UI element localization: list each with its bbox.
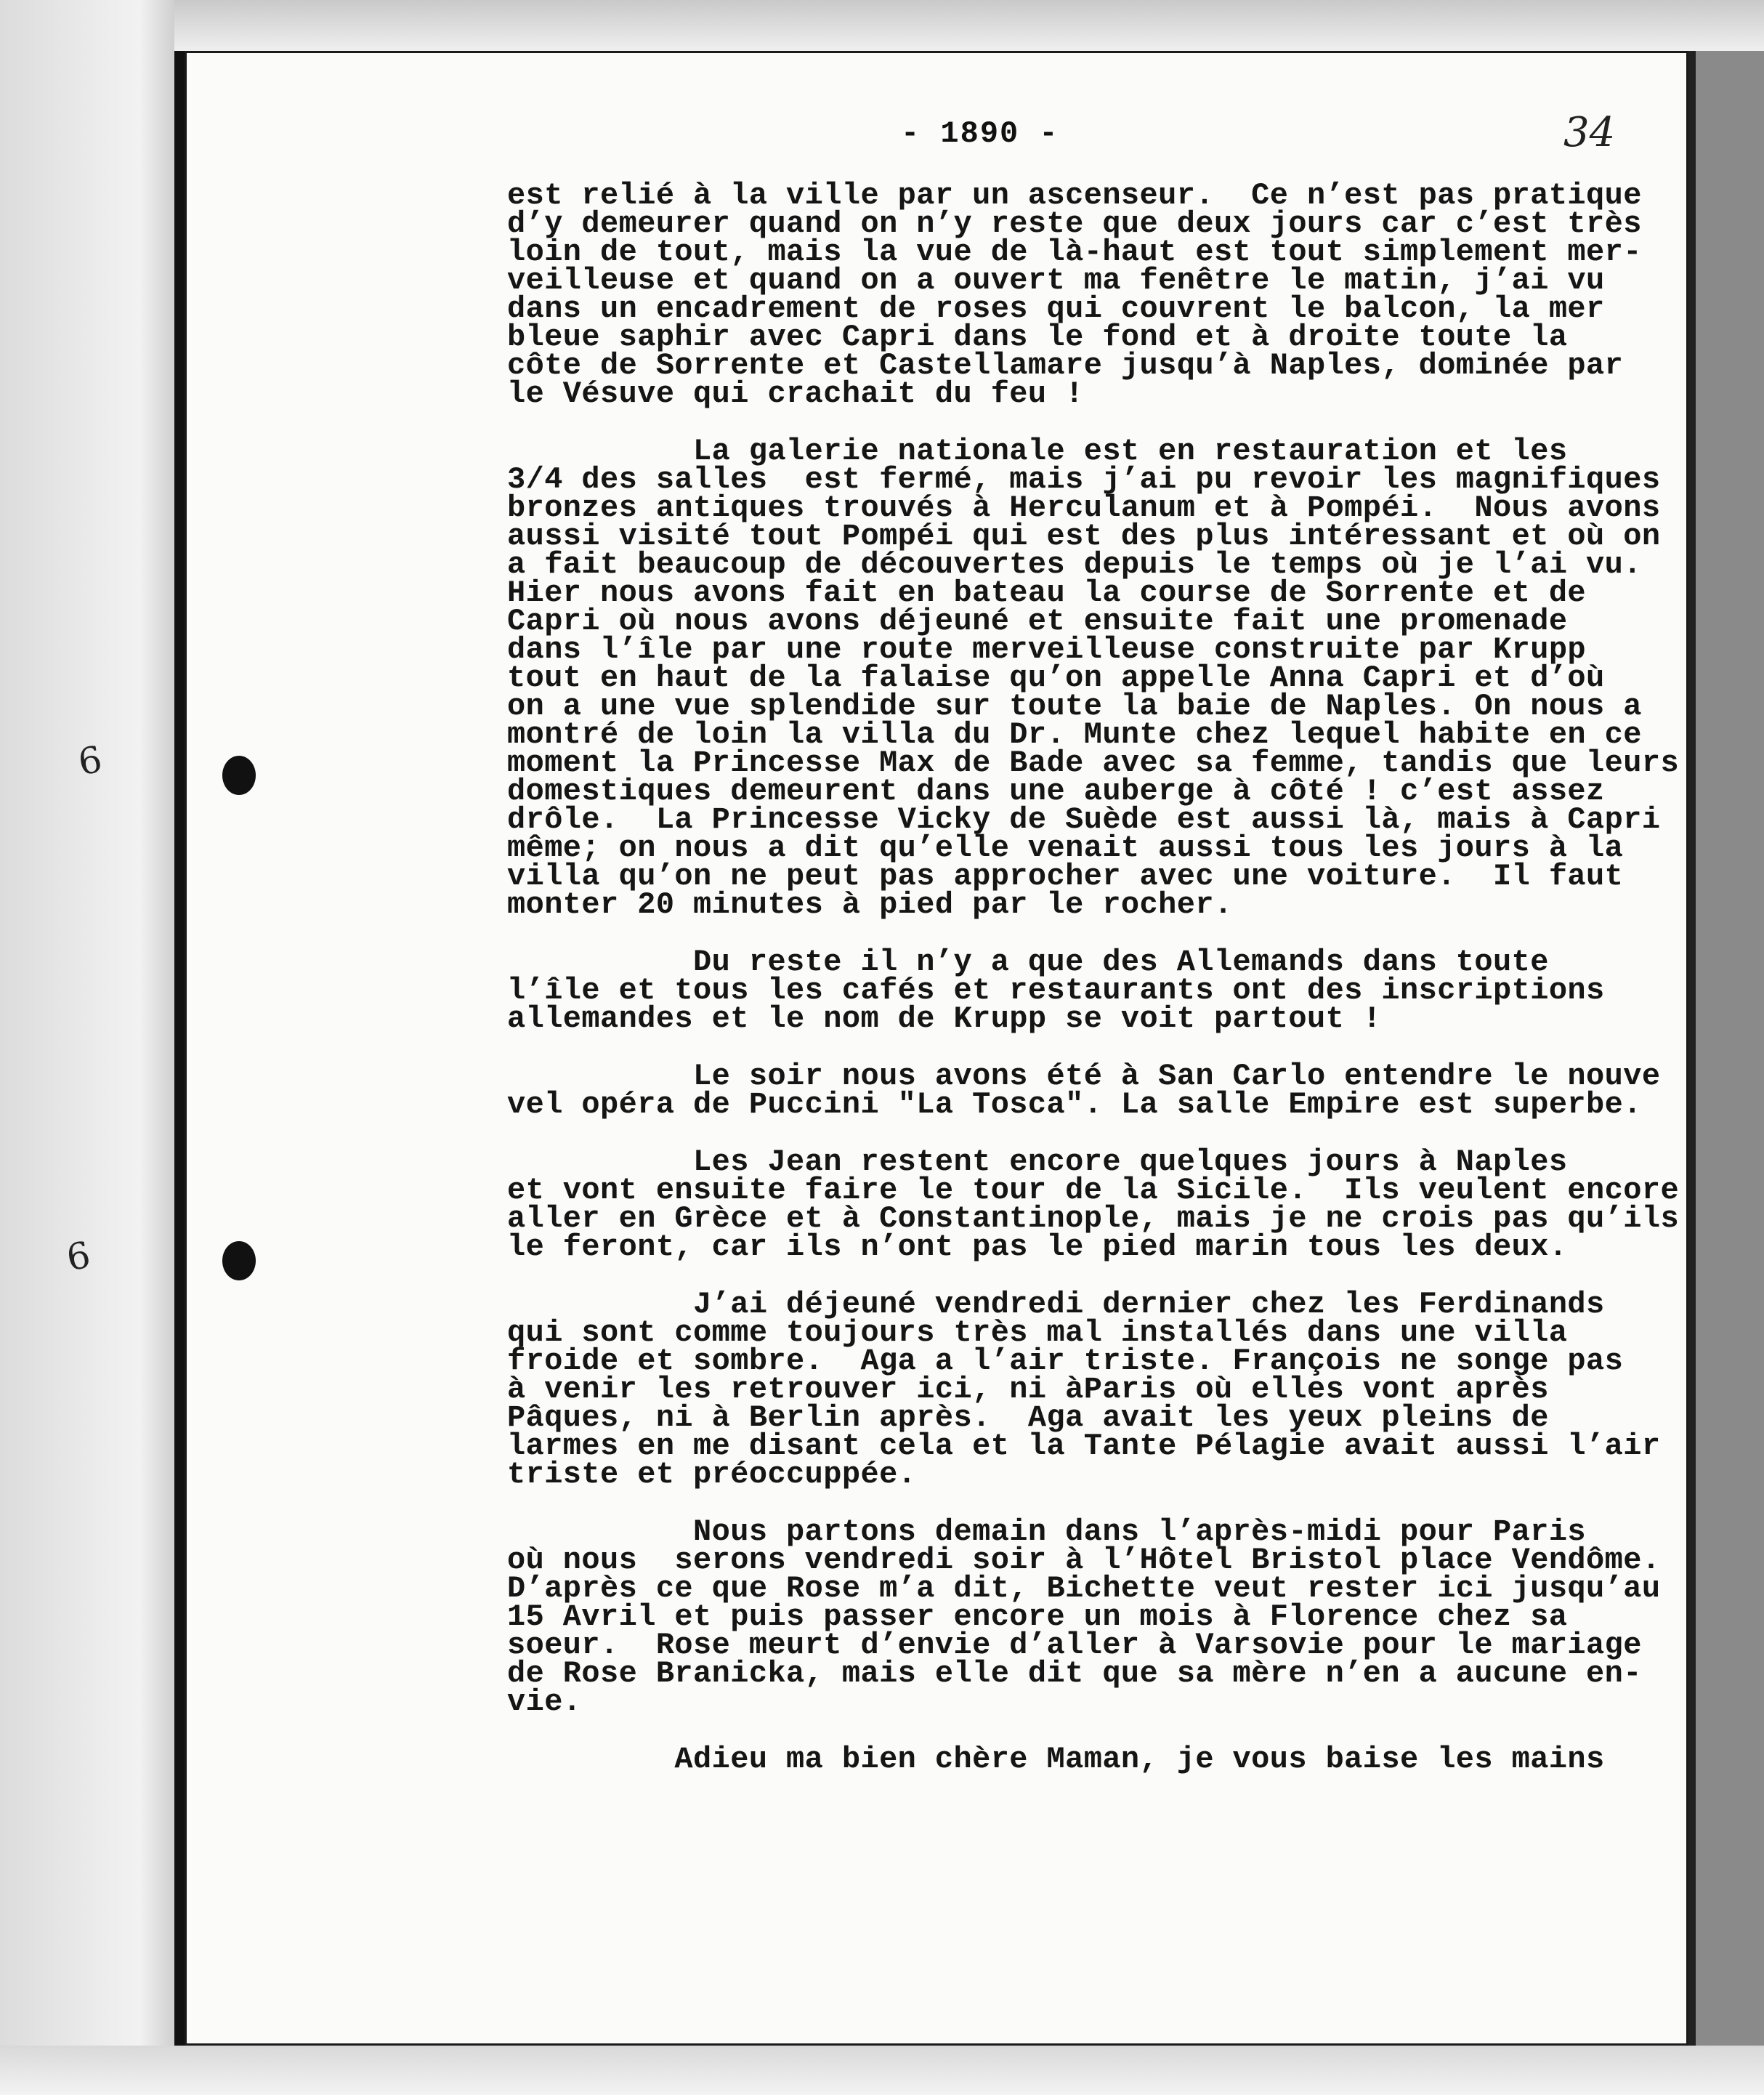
text-line: drôle. La Princesse Vicky de Suède est aussi là, mais à Capri [507,802,1661,837]
text-line: à venir les retrouver ici, ni àParis où elles vont après [507,1372,1549,1407]
text-line: l’île et tous les cafés et restaurants ont des inscriptions [507,973,1605,1008]
text-line: moment la Princesse Max de Bade avec sa femme, tandis que leurs [507,746,1680,780]
text-line: Les Jean restent encore quelques jours à Naples [507,1145,1568,1179]
paragraph-gap [507,1262,1670,1291]
letter-body [507,178,1680,1777]
paragraph [507,1145,1680,1264]
paragraph-gap [507,1716,1670,1745]
paragraph-gap [507,1119,1670,1148]
binder-strip [0,0,174,2095]
text-line: villa qu’on ne peut pas approcher avec une voiture. Il faut [507,859,1624,894]
text-line: Adieu ma bien chère Maman, je vous baise les mains [507,1742,1605,1777]
text-line: vel opéra de Puccini "La Tosca". La salle Empire est superbe. [507,1087,1642,1122]
text-line: Pâques, ni à Berlin après. Aga avait les yeux pleins de [507,1400,1549,1435]
text-line: de Rose Branicka, mais elle dit que sa mère n’en a aucune en- [507,1656,1642,1691]
text-line: Hier nous avons fait en bateau la course de Sorrente et de [507,576,1587,610]
text-line: J’ai déjeuné vendredi dernier chez les Ferdinands [507,1287,1605,1322]
text-line: dans un encadrement de roses qui couvrent le balcon, la mer [507,291,1605,326]
text-line: aller en Grèce et à Constantinople, mais je ne crois pas qu’ils [507,1201,1680,1236]
text-line: aussi visité tout Pompéi qui est des plus intéressant et où on [507,519,1661,554]
text-line: triste et préoccuppée. [507,1457,917,1492]
paragraph [507,1059,1670,1122]
text-line: d’y demeurer quand on n’y reste que deux jours car c’est très [507,206,1642,241]
page-header-year: - 1890 - [901,116,1059,151]
punch-hole [222,756,256,795]
paragraph-gap [507,1033,1670,1062]
text-line: est relié à la ville par un ascenseur. Ce n’est pas pratique [507,178,1642,213]
text-line: La galerie nationale est en restauration et les [507,434,1568,469]
handwritten-page-number: 34 [1563,109,1616,156]
text-line: 3/4 des salles est fermé, mais j’ai pu revoir les magnifiques [507,462,1661,497]
text-line: qui sont comme toujours très mal installés dans une villa [507,1315,1568,1350]
text-line: domestiques demeurent dans une auberge à côté ! c’est assez [507,774,1605,809]
text-line: vie. [507,1684,582,1719]
paragraph [507,434,1680,922]
paragraph-gap [507,1489,1670,1518]
paragraph [507,1287,1670,1492]
text-line: Le soir nous avons été à San Carlo entendre le nouve [507,1059,1661,1094]
paragraph [507,178,1670,411]
text-line: 15 Avril et puis passer encore un mois à Florence chez sa [507,1599,1568,1634]
scan-top-edge [0,0,1764,51]
text-line: le Vésuve qui crachait du feu ! [507,376,1084,411]
text-line: a fait beaucoup de découvertes depuis le temps où je l’ai vu. [507,547,1642,582]
text-line: larmes en me disant cela et la Tante Pélagie avait aussi l’air [507,1429,1661,1464]
text-line: tout en haut de la falaise qu’on appelle Anna Capri et d’où [507,661,1605,695]
text-line: veilleuse et quand on a ouvert ma fenêtre le matin, j’ai vu [507,263,1605,298]
scan-bottom-edge [0,2046,1764,2095]
text-line: soeur. Rose meurt d’envie d’aller à Varsovie pour le mariage [507,1628,1642,1663]
margin-mark: 6 [63,1233,94,1280]
text-line: bronzes antiques trouvés à Herculanum et à Pompéi. Nous avons [507,491,1661,525]
text-line: froide et sombre. Aga a l’air triste. François ne songe pas [507,1344,1624,1378]
paragraph [507,945,1670,1036]
punch-hole [222,1241,256,1280]
text-line: Capri où nous avons déjeuné et ensuite fait une promenade [507,604,1568,639]
text-line: le feront, car ils n’ont pas le pied marin tous les deux. [507,1230,1568,1264]
text-line: dans l’île par une route merveilleuse construite par Krupp [507,632,1587,667]
text-line: loin de tout, mais la vue de là-haut est tout simplement mer- [507,235,1642,270]
margin-mark: 6 [75,738,105,784]
paragraph [507,1514,1670,1719]
paragraph-gap [507,408,1670,437]
text-line: Du reste il n’y a que des Allemands dans toute [507,945,1549,980]
text-line: bleue saphir avec Capri dans le fond et à droite toute la [507,320,1568,355]
text-line: et vont ensuite faire le tour de la Sicile. Ils veulent encore [507,1173,1680,1208]
text-line: D’après ce que Rose m’a dit, Bichette veut rester ici jusqu’au [507,1571,1661,1606]
text-line: monter 20 minutes à pied par le rocher. [507,887,1233,922]
text-line: on a une vue splendide sur toute la baie de Naples. On nous a [507,689,1642,724]
paragraph-gap [507,919,1670,948]
text-line: Nous partons demain dans l’après-midi pour Paris [507,1514,1587,1549]
text-line: côte de Sorrente et Castellamare jusqu’à Naples, dominée par [507,348,1624,383]
text-line: même; on nous a dit qu’elle venait aussi tous les jours à la [507,831,1624,865]
text-line: allemandes et le nom de Krupp se voit partout ! [507,1001,1382,1036]
text-line: montré de loin la villa du Dr. Munte chez lequel habite en ce [507,717,1642,752]
paragraph [507,1742,1670,1777]
text-line: où nous serons vendredi soir à l’Hôtel Bristol place Vendôme. [507,1543,1661,1578]
